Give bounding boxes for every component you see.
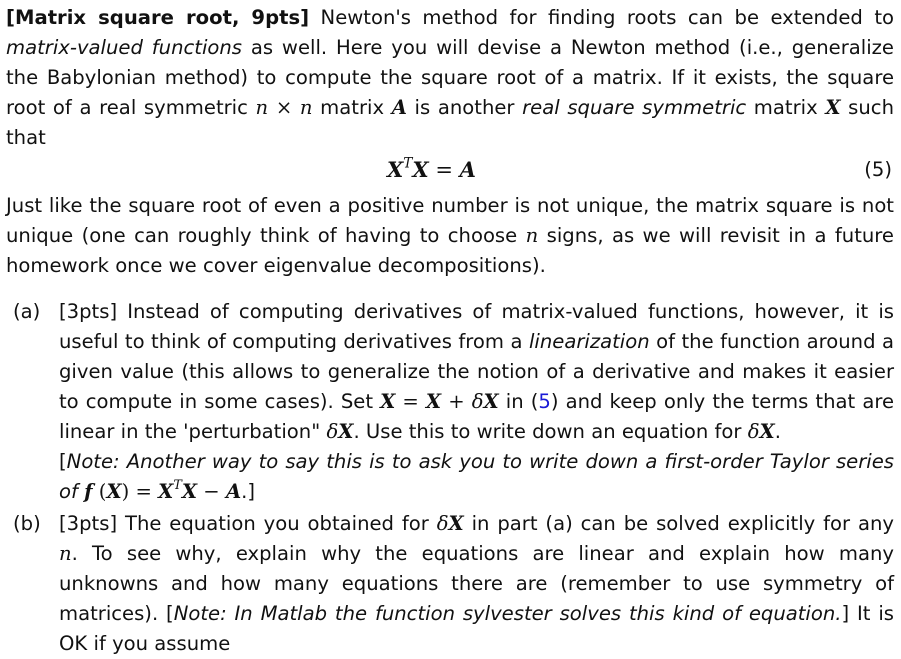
problem-title: [Matrix square root, 9pts] xyxy=(6,6,310,29)
part-a: (a) [3pts] Instead of computing derivatives of matrix-valued functions, however, it is useful to think of computing derivatives from a linearization of the function around a given value (this allows to generalize the notion of a derivative and makes it easier to compute in some cases). Set X = X + δX in (5) and keep only the terms that are linear in the 'perturbation" δX. Use this to write down an equation for δX. [Note: Another way to say this is to ask you to write down a first-order Taylor series of f $(X) = X^TX - A$.] xyxy=(6,297,894,507)
document-page xyxy=(6,3,894,659)
part-b-label: (b) xyxy=(13,512,41,535)
equation-body: $X^TX = A$ xyxy=(387,155,476,182)
part-a-note: [Note: Another way to say this is to ask you to write down a first-order Taylor series of f $(X) = X^TX - A$.] xyxy=(59,450,894,503)
equation-number: (5) xyxy=(864,158,892,181)
intro-paragraph: [Matrix square root, 9pts] Newton's method for finding roots can be extended to matrix-valued functions as well. Here you will devise a Newton method (i.e., generalize the Babylonian method) to compute the square root of a matrix. If it exists, the square root of a real symmetric n × n matrix A is another real square symmetric matrix X such that xyxy=(6,6,894,149)
part-a-label: (a) xyxy=(13,300,41,323)
part-b: (b) [3pts] The equation you obtained for δX in part (a) can be solved explicitly for any n. To see why, explain why the equations are linear and explain how many unknowns and how many equations there are (remember to use symmetry of matrices). [Note: In Matlab the function sylvester solves this kind of equation.] It is OK if you assume xyxy=(6,509,894,659)
equation-5 xyxy=(6,153,894,187)
equation-ref-link[interactable]: 5 xyxy=(538,390,551,413)
uniqueness-paragraph: Just like the square root of even a positive number is not unique, the matrix square is not unique (one can roughly think of having to choose n signs, as we will revisit in a future homework once we cover eigenvalue decompositions). xyxy=(6,194,894,277)
